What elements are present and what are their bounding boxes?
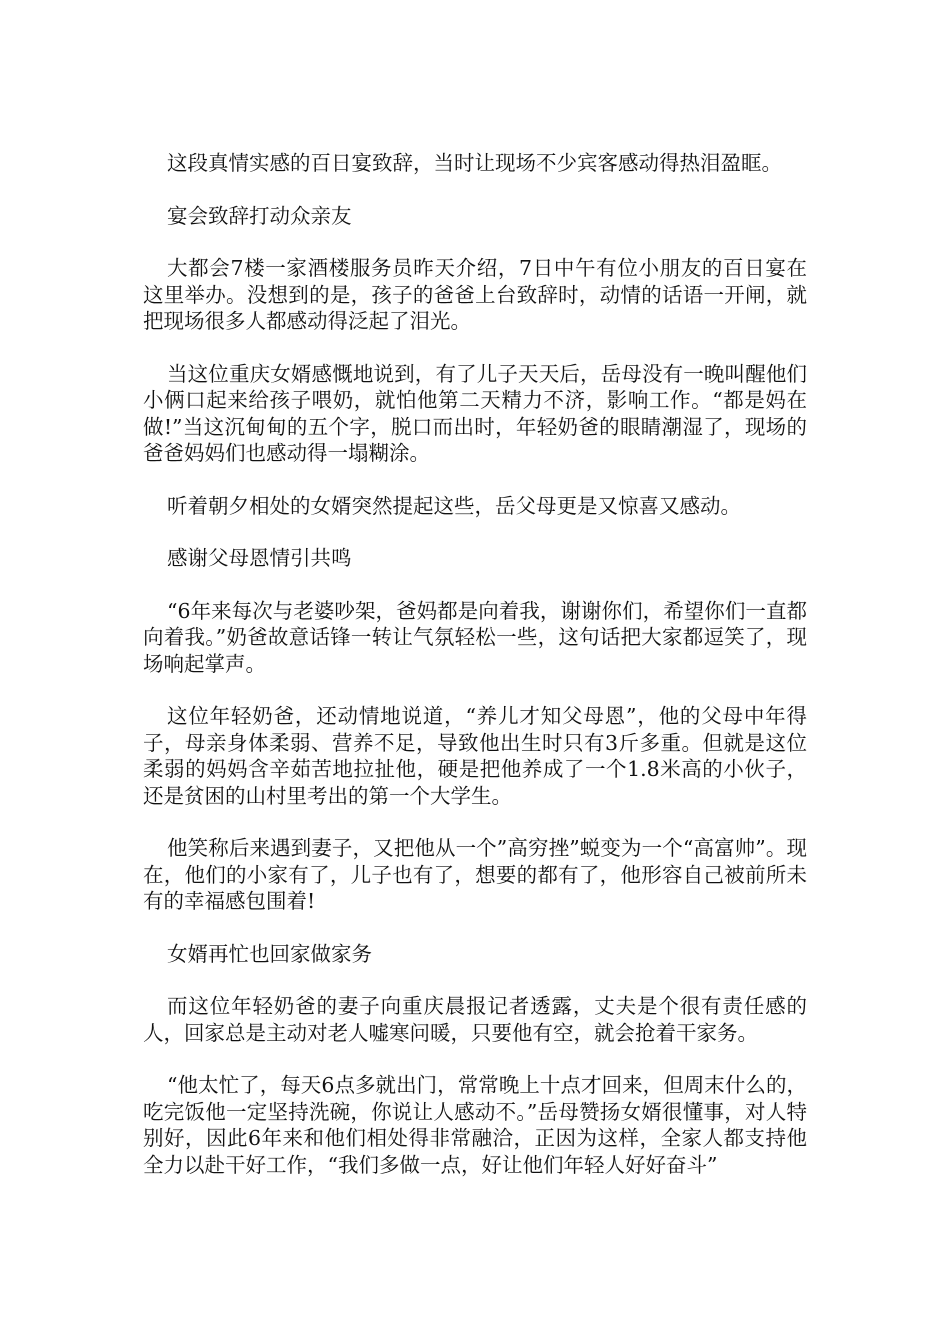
paragraph-mother-in-law-care: 当这位重庆女婿感慨地说到，有了儿子天天后，岳母没有一晚叫醒他们小俩口起来给孩子喂奶，就怕他第二天精力不济，影响工作。“都是妈在做!”当这沉甸甸的五个字，脱口而出时，年轻奶爸的眼睛潮湿了，现场的爸爸妈妈们也感动得一塌糊涂。 [143, 361, 807, 465]
paragraph-banquet-description: 大都会7楼一家酒楼服务员昨天介绍，7日中午有位小朋友的百日宴在这里举办。没想到的是，孩子的爸爸上台致辞时，动情的话语一开闸，就把现场很多人都感动得泛起了泪光。 [143, 256, 807, 333]
paragraph-parents-reaction: 听着朝夕相处的女婿突然提起这些，岳父母更是又惊喜又感动。 [167, 493, 741, 518]
paragraph-parents-grace: 这位年轻奶爸，还动情地说道，“养儿才知父母恩”，他的父母中年得子，母亲身体柔弱、营养不足，导致他出生时只有3斤多重。但就是这位柔弱的妈妈含辛茹苦地拉扯他，硬是把他养成了一个1.8米高的小伙子，还是贫困的山村里考出的第一个大学生。 [143, 704, 807, 808]
paragraph-wife-statement: 而这位年轻奶爸的妻子向重庆晨报记者透露，丈夫是个很有责任感的人，回家总是主动对老人嘘寒问暖，只要他有空，就会抢着干家务。 [143, 994, 807, 1045]
paragraph-intro: 这段真情实感的百日宴致辞，当时让现场不少宾客感动得热泪盈眶。 [167, 151, 782, 175]
paragraph-joke: “6年来每次与老婆吵架，爸妈都是向着我，谢谢你们，希望你们一直都向着我。”奶爸故意话锋一转让气氛轻松一些，这句话把大家都逗笑了，现场响起掌声。 [143, 598, 807, 676]
section-heading-gratitude: 感谢父母恩情引共鸣 [167, 546, 352, 570]
section-heading-banquet-speech: 宴会致辞打动众亲友 [167, 203, 352, 228]
article-body [143, 150, 807, 1204]
section-heading-housework: 女婿再忙也回家做家务 [167, 941, 372, 966]
paragraph-wife-transformation: 他笑称后来遇到妻子，又把他从一个”高穷挫”蜕变为一个“高富帅”。现在，他们的小家有了，儿子也有了，想要的都有了，他形容自己被前所未有的幸福感包围着! [143, 836, 807, 913]
paragraph-mother-in-law-praise: “他太忙了，每天6点多就出门，常常晚上十点才回来，但周末什么的，吃完饭他一定坚持洗碗，你说让人感动不。”岳母赞扬女婿很懂事，对人特别好，因此6年来和他们相处得非常融洽，正因为这样，全家人都支持他全力以赴干好工作，“我们多做一点，好让他们年轻人好好奋斗” [143, 1073, 807, 1177]
